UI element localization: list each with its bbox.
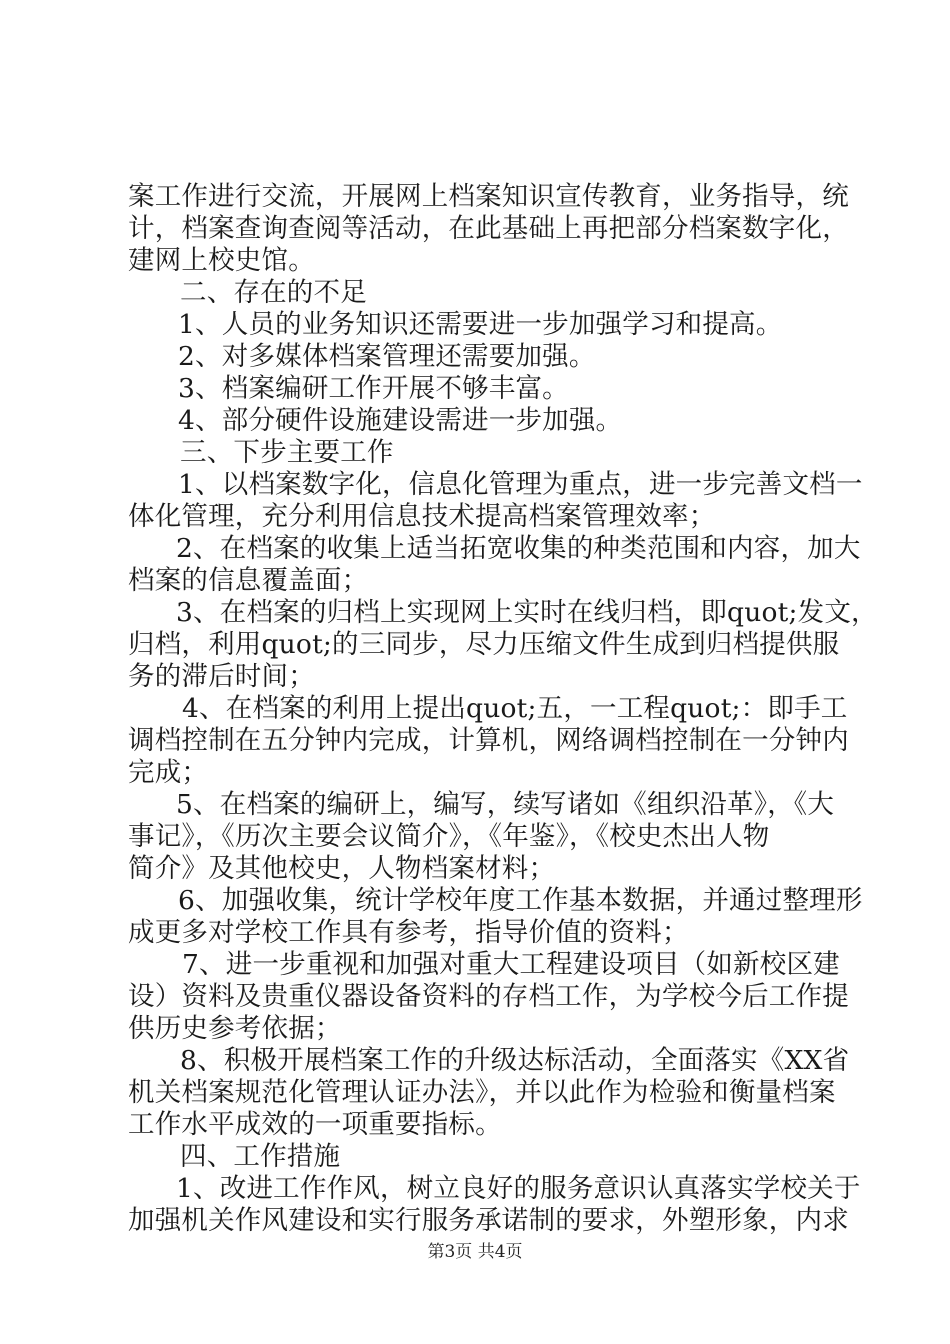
page-number-footer: 第3页 共4页 — [427, 1242, 523, 1262]
list-item: 3、在档案的归档上实现网上实时在线归档，即quot;发文， — [176, 597, 878, 628]
text-line: 工作水平成效的一项重要指标。 — [128, 1109, 502, 1140]
list-item: 1、人员的业务知识还需要进一步加强学习和提高。 — [178, 309, 783, 340]
list-item: 1、以档案数字化，信息化管理为重点，进一步完善文档一 — [178, 469, 863, 500]
text-line: 计，档案查询查阅等活动，在此基础上再把部分档案数字化， — [128, 213, 849, 244]
section-heading: 三、下步主要工作 — [180, 437, 394, 468]
list-item: 1、改进工作作风，树立良好的服务意识认真落实学校关于 — [176, 1173, 861, 1204]
list-item: 3、档案编研工作开展不够丰富。 — [178, 373, 569, 404]
text-line: 设）资料及贵重仪器设备资料的存档工作，为学校今后工作提 — [128, 981, 849, 1012]
text-line: 加强机关作风建设和实行服务承诺制的要求，外塑形象，内求 — [128, 1205, 849, 1236]
text-line: 供历史参考依据； — [128, 1013, 342, 1044]
list-item: 5、在档案的编研上，编写，续写诸如《组织沿革》，《大 — [176, 789, 835, 820]
text-line: 体化管理，充分利用信息技术提高档案管理效率； — [128, 501, 716, 532]
text-line: 事记》，《历次主要会议简介》，《年鉴》，《校史杰出人物 — [128, 821, 770, 852]
text-line: 调档控制在五分钟内完成，计算机，网络调档控制在一分钟内 — [128, 725, 849, 756]
list-item: 4、在档案的利用上提出quot;五，一工程quot;：即手工 — [182, 693, 848, 724]
text-line: 成更多对学校工作具有参考，指导价值的资料； — [128, 917, 689, 948]
text-line: 机关档案规范化管理认证办法》，并以此作为检验和衡量档案 — [128, 1077, 836, 1108]
list-item: 4、部分硬件设施建设需进一步加强。 — [178, 405, 623, 436]
section-heading: 二、存在的不足 — [180, 277, 367, 308]
text-line: 简介》及其他校史，人物档案材料； — [128, 853, 556, 884]
text-line: 完成； — [128, 757, 209, 788]
section-heading: 四、工作措施 — [180, 1141, 341, 1172]
text-line: 案工作进行交流，开展网上档案知识宣传教育，业务指导，统 — [128, 181, 849, 212]
list-item: 7、进一步重视和加强对重大工程建设项目（如新校区建 — [182, 949, 840, 980]
text-line: 归档，利用quot;的三同步，尽力压缩文件生成到归档提供服 — [128, 629, 840, 660]
text-line: 建网上校史馆。 — [128, 245, 315, 276]
list-item: 2、在档案的收集上适当拓宽收集的种类范围和内容，加大 — [176, 533, 861, 564]
list-item: 6、加强收集，统计学校年度工作基本数据，并通过整理形 — [178, 885, 863, 916]
list-item: 2、对多媒体档案管理还需要加强。 — [178, 341, 596, 372]
text-line: 档案的信息覆盖面； — [128, 565, 369, 596]
text-line: 务的滞后时间； — [128, 661, 315, 692]
list-item: 8、积极开展档案工作的升级达标活动，全面落实《XX省 — [180, 1045, 850, 1076]
